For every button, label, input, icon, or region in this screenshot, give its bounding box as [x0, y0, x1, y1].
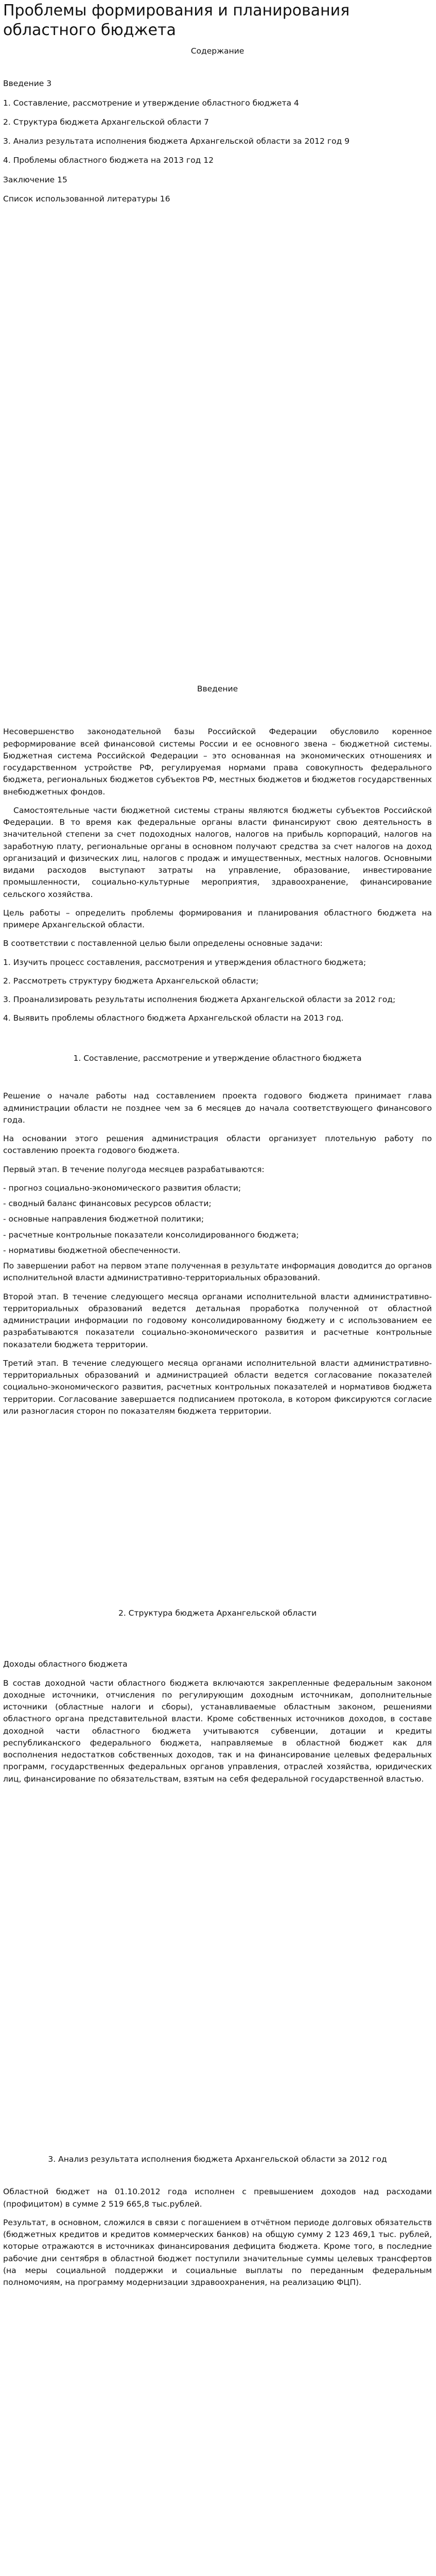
- paragraph: Цель работы – определить проблемы формирования и планирования областного бюджета на примере Архангельской области.: [3, 908, 432, 929]
- task-item: 1. Изучить процесс составления, рассмотрения и утверждения областного бюджета;: [3, 957, 367, 967]
- task-item: 4. Выявить проблемы областного бюджета Архангельской области на 2013 год.: [3, 1013, 344, 1023]
- section-heading: Введение: [197, 684, 238, 693]
- table-of-contents: [3, 45, 432, 212]
- toc-item[interactable]: 3. Анализ результата исполнения бюджета Архангельской области за 2012 год 9: [3, 137, 350, 146]
- title-block: [3, 1, 432, 40]
- toc-item[interactable]: Список использованной литературы 16: [3, 194, 170, 204]
- paragraph: На основании этого решения администрация области организует плотельную работу по составлению проекта годового бюджета.: [3, 1134, 432, 1156]
- section-heading: 2. Структура бюджета Архангельской области: [118, 1608, 317, 1618]
- list-item: - основные направления бюджетной политики;: [3, 1214, 204, 1224]
- paragraph: Областной бюджет на 01.10.2012 года исполнен с превышением доходов над расходами (профицитом) в сумме 2 519 665,8 тыс.рублей.: [3, 2187, 432, 2209]
- paragraph: В состав доходной части областного бюджета включаются закрепленные федеральным законом доходные источники, отчисления по регулирующим доходным источникам, дополнительные источники (областные налоги и сборы), устанавливаемые областным законом, решениями областного органа представительной власти. Кроме собственных источников доходов, в составе доходной части областного бюджета учитываются субвенции, дотации и кредиты республиканского федерального бюджета, направляемые в областной бюджет как для восполнения недостатков собственных доходов, так и на финансирование целевых федеральных программ, государственных федеральных органов управления, отраслей хозяйства, юридических лиц, финансирование по обязательствам, взятым на себя федеральной государственной властью.: [3, 1678, 432, 1784]
- paragraph: Третий этап. В течение следующего месяца органами исполнительной власти административно-территориальных образований и администрацией области ведется согласование показателей социально-экономического развития, расчетных контрольных показателей и нормативов бюджета территории. Согласование завершается подписанием протокола, в котором фиксируются согласие или разногласия сторон по показателям бюджета территории.: [3, 1358, 432, 1416]
- toc-item[interactable]: 4. Проблемы областного бюджета на 2013 год 12: [3, 156, 214, 165]
- section-1: [3, 1053, 432, 1424]
- paragraph: Самостоятельные части бюджетной системы страны являются бюджеты субъектов Российской Федерации. В то время как федеральные органы власти финансируют свою деятельность в значительной степени за счет подоходных налогов, налогов на прибыль корпораций, налогов на заработную плату, региональные органы в основном получают средства за счет налогов на доход организаций и физических лиц, налогов с продаж и имущественных, местных налогов. Основными видами расходов выступают затраты на управление, образование, инвестирование промышленности, социально-культурные мероприятия, здравоохранение, финансирование сельского хозяйства.: [3, 805, 432, 899]
- section-3: [3, 2154, 432, 2295]
- paragraph: Второй этап. В течение следующего месяца органами исполнительной власти административно-территориальных образований ведется детальная проработка полученной от областной администрации информации по годовому консолидированному бюджету и с использованием ее разрабатываются показатели социально-экономического развития и расчетные контрольные показатели бюджета территории.: [3, 1292, 432, 1349]
- paragraph: В соответствии с поставленной целью были определены основные задачи:: [3, 939, 323, 948]
- section-2: [3, 1607, 432, 1792]
- paragraph: Решение о начале работы над составлением проекта годового бюджета принимает глава администрации области не позднее чем за 6 месяцев до начала соответствующего финансового года.: [3, 1091, 432, 1125]
- paragraph: Несовершенство законодательной базы Российской Федерации обусловило коренное реформирование всей финансовой системы России и ее основного звена – бюджетной системы. Бюджетная система Российской Федерации – это основанная на экономических отношениях и государственном устройстве РФ, регулируемая нормами права совокупность федерального бюджета, региональных бюджетов субъектов РФ, местных бюджетов и бюджетов государственных внебюджетных фондов.: [3, 727, 432, 796]
- paragraph: Первый этап. В течение полугода месяцев разрабатываются:: [3, 1164, 265, 1174]
- toc-item[interactable]: 1. Составление, рассмотрение и утверждение областного бюджета 4: [3, 98, 299, 108]
- paragraph: Результат, в основном, сложился в связи с погашением в отчётном периоде долговых обязательств (бюджетных кредитов и кредитов коммерческих банков) на общую сумму 2 123 469,1 тыс. рублей, которые отражаются в источниках финансирования дефицита бюджета. Кроме того, в последние рабочие дни сентября в областной бюджет поступили значительные суммы целевых трансфертов (на меры социальной поддержки и социальные выплаты по переданным федеральным полномочиям, на программу модернизации здравоохранения, на реализацию ФЦП).: [3, 2217, 432, 2287]
- task-item: 3. Проанализировать результаты исполнения бюджета Архангельской области за 2012 год;: [3, 995, 396, 1004]
- forecast-list: [3, 1182, 432, 1257]
- list-item: - расчетные контрольные показатели консолидированного бюджета;: [3, 1230, 299, 1240]
- task-item: 2. Рассмотреть структуру бюджета Архангельской области;: [3, 976, 259, 986]
- list-item: - нормативы бюджетной обеспеченности.: [3, 1245, 181, 1255]
- list-item: - прогноз социально-экономического развития области;: [3, 1183, 241, 1193]
- toc-heading: Содержание: [190, 46, 245, 56]
- section-heading: 1. Составление, рассмотрение и утверждение областного бюджета: [73, 1054, 362, 1063]
- toc-item[interactable]: 2. Структура бюджета Архангельской области 7: [3, 117, 209, 127]
- introduction-section: [3, 683, 432, 1031]
- toc-item[interactable]: Введение 3: [3, 79, 52, 89]
- document-title: Проблемы формирования и планирования областного бюджета: [3, 2, 350, 39]
- toc-item[interactable]: Заключение 15: [3, 175, 67, 184]
- paragraph: По завершении работ на первом этапе полученная в результате информация доводится до органов исполнительной власти административно-территориальных образований.: [3, 1261, 432, 1283]
- paragraph: Доходы областного бюджета: [3, 1659, 128, 1669]
- section-heading: 3. Анализ результата исполнения бюджета Архангельской области за 2012 год: [48, 2155, 387, 2164]
- list-item: - сводный баланс финансовых ресурсов области;: [3, 1199, 212, 1208]
